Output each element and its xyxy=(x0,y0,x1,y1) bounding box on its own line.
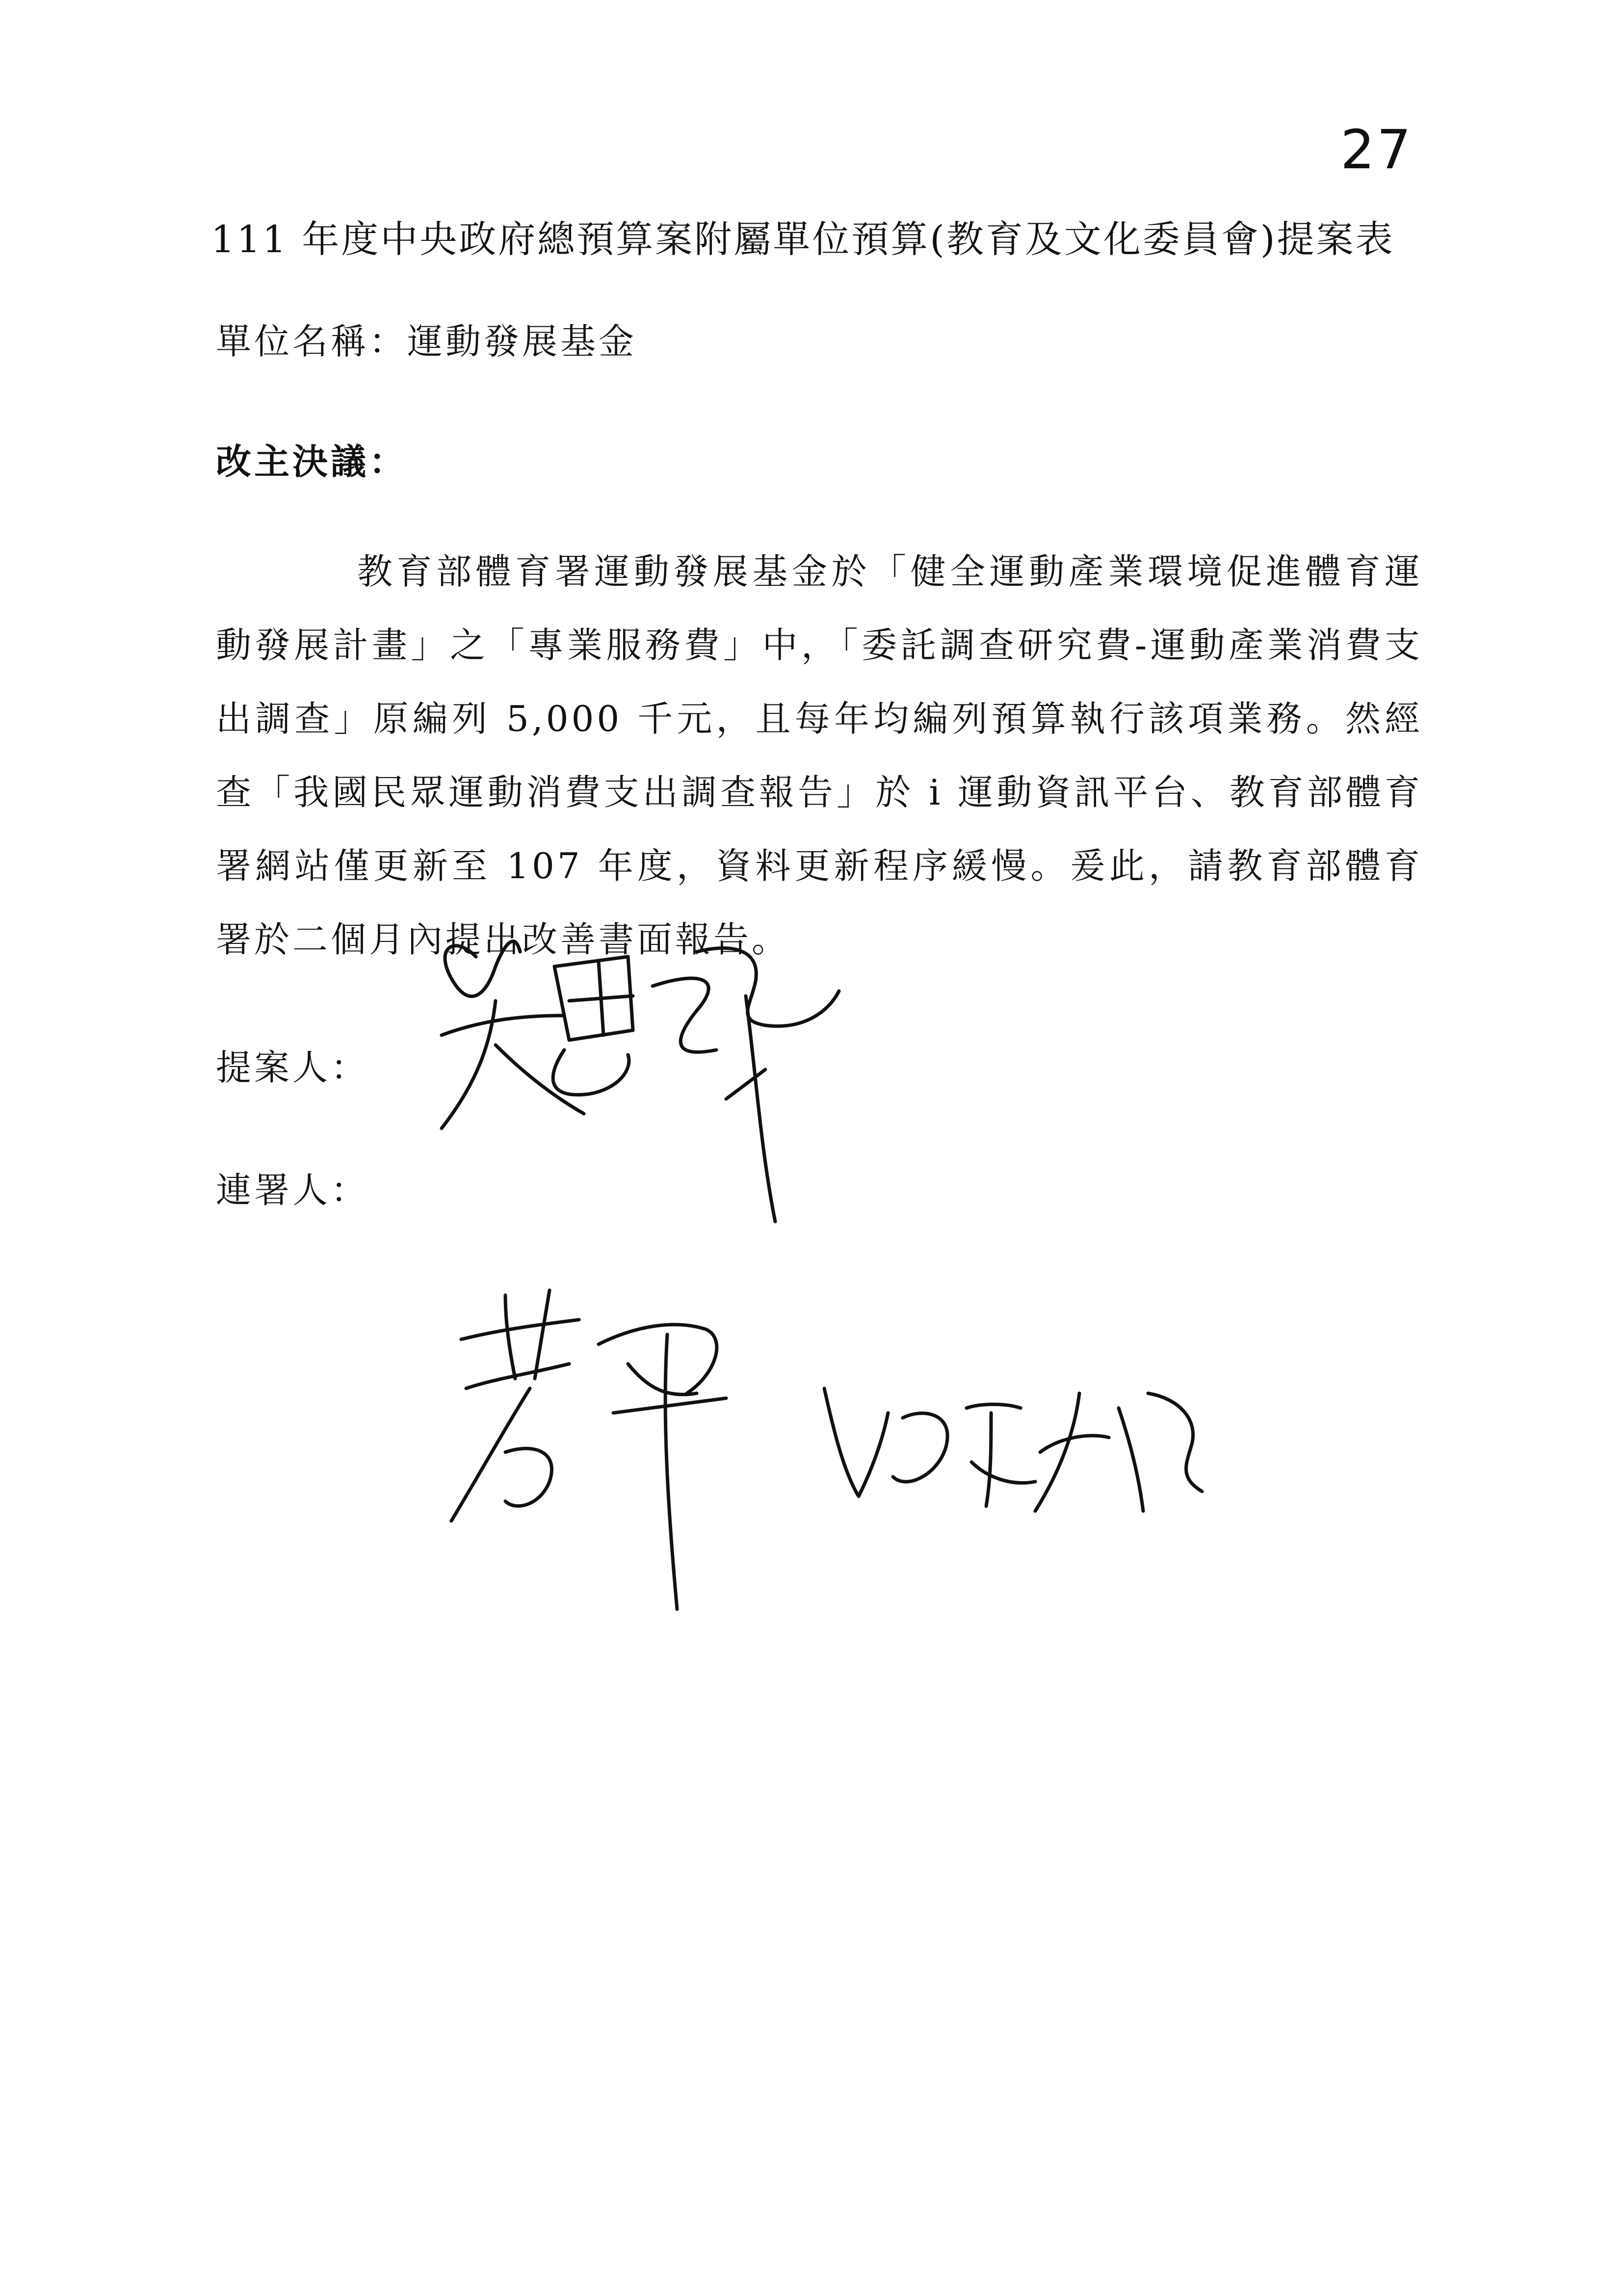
unit-label: 單位名稱： xyxy=(216,321,408,362)
cosigner-signature-2 xyxy=(805,1364,1246,1550)
cosigner-label: 連署人： xyxy=(216,1170,369,1211)
proposer-signature xyxy=(422,922,888,1266)
resolution-body: 教育部體育署運動發展基金於「健全運動產業環境促進體育運動發展計畫」之「專業服務費」中，「委託調查研究費-運動產業消費支出調查」原編列 5,000 千元，且每年均編列預算執行該項業務。然經查「我國民眾運動消費支出調查報告」於 i 運動資訊平台、教育部體育署網站僅更新至 107 年度，資料更新程序緩慢。爰此，請教育部體育署於二個月內提出改善書面報告。 xyxy=(216,551,1423,960)
proposer-label: 提案人： xyxy=(216,1047,369,1088)
page-number: 27 xyxy=(1340,118,1413,181)
unit-line xyxy=(216,321,637,362)
cosigner-signature-1 xyxy=(432,1266,805,1639)
unit-name: 運動發展基金 xyxy=(407,321,637,362)
document-title: 111 年度中央政府總預算案附屬單位預算(教育及文化委員會)提案表 xyxy=(211,217,1395,261)
resolution-heading: 改主決議： xyxy=(216,441,408,482)
